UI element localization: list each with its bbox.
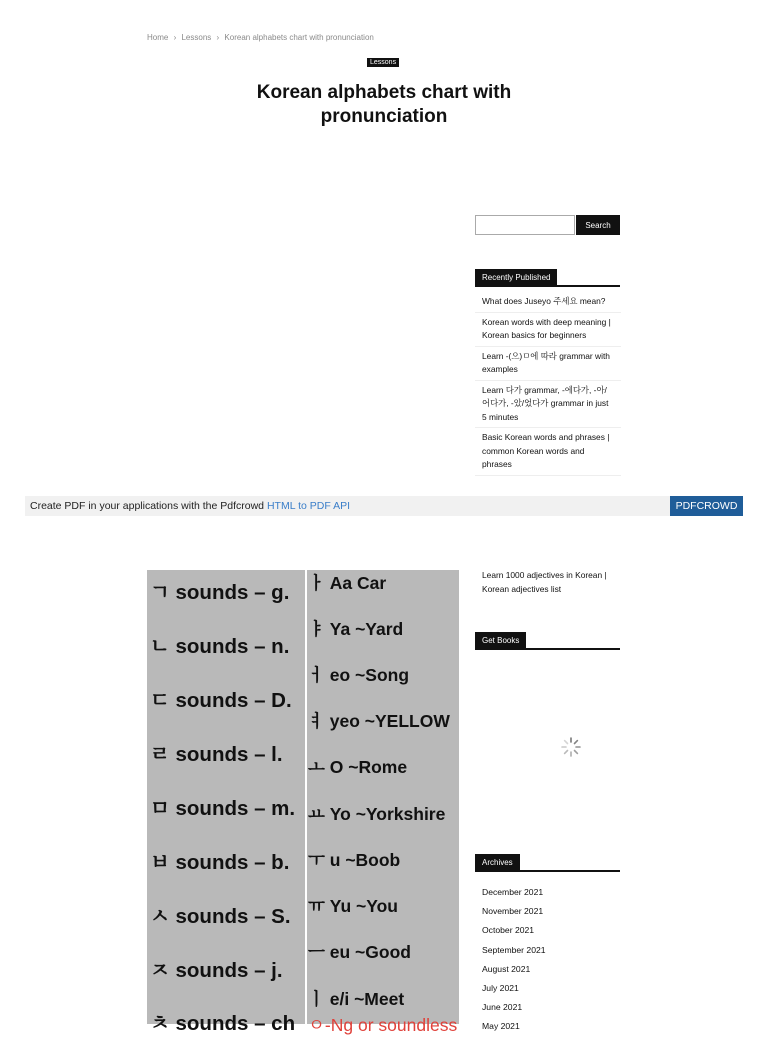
vowel-row: ㅜ u ~Boob — [308, 850, 401, 870]
vowel-row: ㅏ Aa Car — [308, 573, 387, 593]
archive-link[interactable]: August 2021 — [482, 963, 531, 974]
archive-link[interactable]: December 2021 — [482, 887, 544, 897]
html-to-pdf-link[interactable]: HTML to PDF API — [266, 500, 350, 512]
recent-post-link[interactable]: Learn -(으)ㅁ에 따라 grammar with examples — [475, 347, 621, 381]
recent-post-link[interactable]: Learn 1000 adjectives in Korean | Korean adjectives list — [482, 570, 607, 594]
consonant-row: ㅊ sounds – ch — [150, 1012, 296, 1035]
breadcrumb-current: Korean alphabets chart with pronunciation — [224, 33, 374, 42]
archive-link[interactable]: November 2021 — [482, 906, 544, 917]
archive-link[interactable]: June 2021 — [482, 1002, 523, 1013]
get-books-title: Get Books — [475, 632, 526, 650]
pdfcrowd-bar — [25, 496, 743, 516]
consonant-row: ㄹ sounds – l. — [150, 743, 283, 766]
recent-post-link[interactable]: What does Juseyo 주세요 mean? — [475, 292, 621, 313]
search-form — [475, 215, 620, 235]
breadcrumb — [147, 33, 377, 42]
consonant-row: ㄴ sounds – n. — [150, 635, 290, 658]
recent-post-link[interactable]: Learn 다가 grammar, -에다가, -아/어다가, -았/었다가 grammar in just 5 minutes — [475, 381, 621, 429]
archive-link[interactable]: May 2021 — [482, 1021, 520, 1032]
pdfcrowd-brand-button[interactable]: PDFCROWD — [670, 496, 743, 516]
recently-published-title: Recently Published — [475, 269, 557, 287]
pdfcrowd-message: Create PDF in your applications with the Pdfcrowd — [30, 500, 267, 512]
consonant-row: ㅂ sounds – b. — [150, 851, 290, 874]
search-button[interactable]: Search — [576, 215, 620, 235]
loading-spinner-icon — [560, 736, 582, 758]
archive-link[interactable]: September 2021 — [482, 944, 546, 955]
page-title: Korean alphabets chart with pronunciation — [256, 82, 512, 127]
archive-link[interactable]: October 2021 — [482, 925, 535, 936]
vowel-row: ㅓ eo ~Song — [308, 665, 410, 685]
archives-list — [482, 883, 620, 1037]
recent-post-link[interactable]: Korean words with deep meaning | Korean basics for beginners — [475, 313, 621, 347]
consonant-row: ㅅ sounds – S. — [150, 905, 291, 928]
consonant-row: ㄱ sounds – g. — [150, 581, 290, 604]
archive-link[interactable]: July 2021 — [482, 983, 519, 994]
category-badge[interactable]: Lessons — [367, 58, 399, 67]
pdfcrowd-text — [30, 500, 350, 512]
vowel-row: ㅡ eu ~Good — [308, 942, 411, 962]
consonant-row: ㅁ sounds – m. — [150, 797, 296, 820]
consonant-row: ㅈ sounds – j. — [150, 959, 283, 982]
recent-posts-list — [475, 292, 621, 476]
vowel-row: ㅣ e/i ~Meet — [308, 989, 405, 1009]
korean-alphabet-chart-image — [147, 570, 459, 1035]
recent-post-link[interactable]: Basic Korean words and phrases | common Korean words and phrases — [475, 428, 621, 476]
search-input[interactable] — [475, 215, 575, 235]
vowel-row: ㅑ Ya ~Yard — [308, 619, 404, 639]
vowel-row: ㅛ Yo ~Yorkshire — [308, 804, 446, 824]
vowel-row: ㅕ yeo ~YELLOW — [308, 711, 450, 731]
breadcrumb-separator: › — [173, 33, 177, 42]
consonant-row: ㄷ sounds – D. — [150, 689, 292, 712]
archives-title: Archives — [475, 854, 520, 872]
vowel-row-highlight: ㅇ-Ng or soundless — [308, 1015, 458, 1035]
vowel-row: ㅗ O ~Rome — [308, 757, 408, 777]
breadcrumb-home[interactable]: Home — [147, 33, 169, 42]
archives-heading — [475, 852, 620, 872]
breadcrumb-lessons[interactable]: Lessons — [181, 33, 212, 42]
chart-divider — [305, 570, 307, 1024]
breadcrumb-separator: › — [216, 33, 220, 42]
get-books-heading — [475, 630, 620, 650]
vowel-row: ㅠ Yu ~You — [308, 896, 398, 916]
recently-published-heading — [475, 267, 620, 287]
